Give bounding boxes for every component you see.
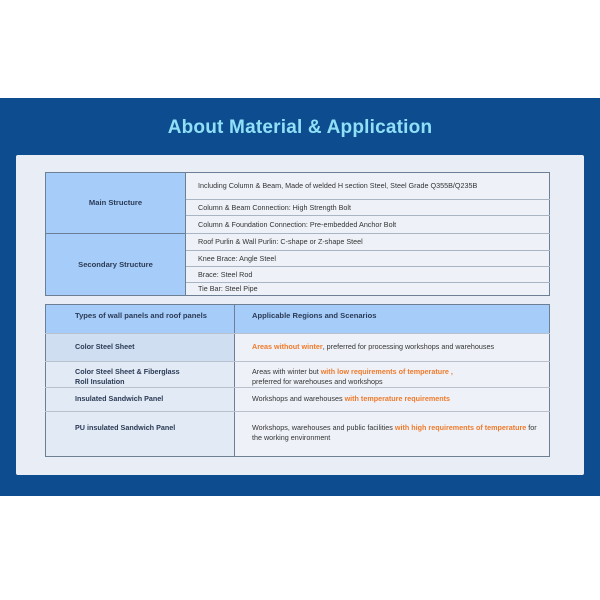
column-header-type: Types of wall panels and roof panels <box>46 305 235 334</box>
highlight-text: with temperature requirements <box>344 394 451 403</box>
secondary-structure-label: Secondary Structure <box>46 234 186 296</box>
application-text: , preferred for processing workshops and warehouses <box>322 342 495 351</box>
main-structure-item: Including Column & Beam, Made of welded H section Steel, Steel Grade Q355B/Q235B <box>186 173 550 200</box>
panel-type: Color Steel Sheet <box>46 334 235 362</box>
application-text: Workshops and warehouses <box>252 394 345 403</box>
main-structure-item: Column & Beam Connection: High Strength Bolt <box>186 200 550 216</box>
main-structure-item: Column & Foundation Connection: Pre-embedded Anchor Bolt <box>186 216 550 234</box>
panels-table <box>45 304 550 457</box>
application-text: Workshops, warehouses and public facilities <box>252 423 395 432</box>
highlight-text: with low requirements of temperature , <box>320 367 453 376</box>
panel-application <box>235 388 550 412</box>
main-structure-label: Main Structure <box>46 173 186 234</box>
table-row <box>46 412 550 457</box>
panel-type: Insulated Sandwich Panel <box>46 388 235 412</box>
highlight-text: with high requirements of temperature <box>394 423 527 432</box>
panel-application <box>235 334 550 362</box>
table-row <box>46 334 550 362</box>
secondary-structure-item: Tie Bar: Steel Pipe <box>186 283 550 296</box>
application-text: Areas with winter but <box>252 367 321 376</box>
table-row <box>46 362 550 388</box>
secondary-structure-item: Knee Brace: Angle Steel <box>186 251 550 267</box>
panel-type: PU insulated Sandwich Panel <box>46 412 235 457</box>
column-header-application: Applicable Regions and Scenarios <box>235 305 550 334</box>
highlight-text: Areas without winter <box>252 342 323 351</box>
secondary-structure-item: Brace: Steel Rod <box>186 267 550 283</box>
panel-application <box>235 412 550 457</box>
panel-application <box>235 362 550 388</box>
application-text: preferred for warehouses and workshops <box>252 377 383 386</box>
table-row <box>46 388 550 412</box>
panel-type: Color Steel Sheet & Fiberglass Roll Insulation <box>46 362 235 388</box>
table-header-row <box>46 305 550 334</box>
secondary-structure-item: Roof Purlin & Wall Purlin: C-shape or Z-shape Steel <box>186 234 550 251</box>
application-text: for the working environment <box>252 423 537 442</box>
structure-table <box>45 172 550 296</box>
page-title: About Material & Application <box>167 117 433 138</box>
